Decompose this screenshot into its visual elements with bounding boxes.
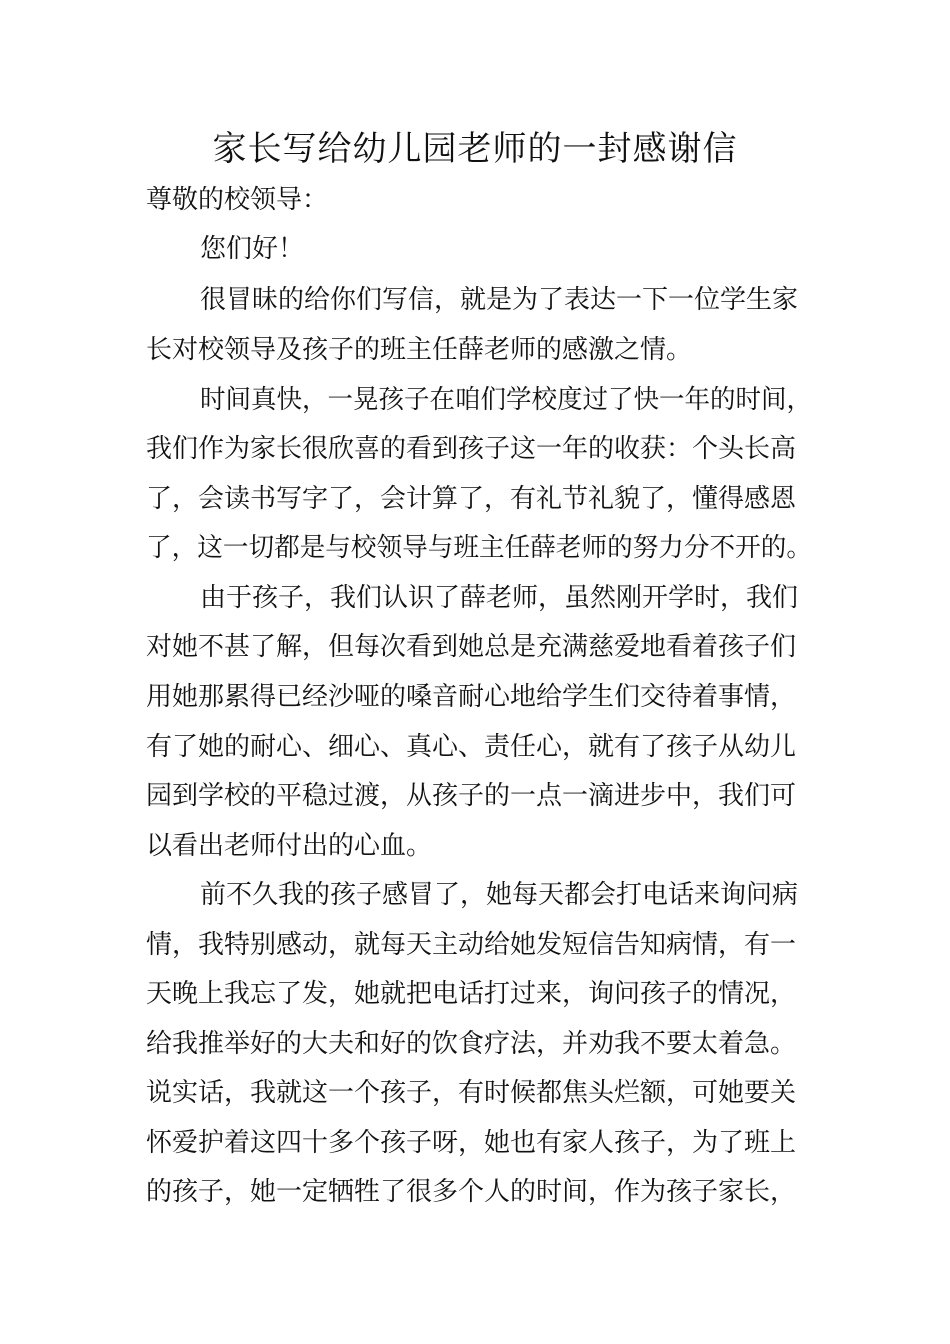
paragraph-line: 有了她的耐心、细心、真心、责任心，就有了孩子从幼儿 bbox=[146, 732, 797, 762]
paragraph-line: 用她那累得已经沙哑的嗓音耐心地给学生们交待着事情， bbox=[146, 682, 797, 712]
paragraph-line: 给我推举好的大夫和好的饮食疗法，并劝我不要太着急。 bbox=[146, 1029, 797, 1059]
paragraph-line: 长对校领导及孩子的班主任薛老师的感激之情。 bbox=[146, 335, 693, 365]
paragraph-line: 说实话，我就这一个孩子，有时候都焦头烂额，可她要关 bbox=[146, 1078, 797, 1108]
paragraph-line: 情，我特别感动，就每天主动给她发短信告知病情，有一 bbox=[146, 930, 797, 960]
document-title: 家长写给幼儿园老师的一封感谢信 bbox=[212, 129, 738, 169]
paragraph-line: 天晚上我忘了发，她就把电话打过来，询问孩子的情况， bbox=[146, 979, 797, 1009]
paragraph-line: 很冒昧的给你们写信，就是为了表达一下一位学生家 bbox=[200, 285, 799, 315]
paragraph-line: 了，会读书写字了，会计算了，有礼节礼貌了，懂得感恩 bbox=[146, 484, 797, 514]
paragraph-line: 对她不甚了解，但每次看到她总是充满慈爱地看着孩子们 bbox=[146, 632, 797, 662]
paragraph-line: 怀爱护着这四十多个孩子呀，她也有家人孩子，为了班上 bbox=[146, 1128, 797, 1158]
greeting: 您们好！ bbox=[200, 234, 305, 264]
paragraph-line: 由于孩子，我们认识了薛老师，虽然刚开学时，我们 bbox=[200, 583, 799, 613]
paragraph-line: 前不久我的孩子感冒了，她每天都会打电话来询问病 bbox=[200, 880, 799, 910]
paragraph-line: 时间真快，一晃孩子在咱们学校度过了快一年的时间， bbox=[200, 385, 813, 415]
paragraph-line: 园到学校的平稳过渡，从孩子的一点一滴进步中，我们可 bbox=[146, 781, 797, 811]
paragraph-line: 以看出老师付出的心血。 bbox=[146, 831, 433, 861]
paragraph-line: 的孩子，她一定牺牲了很多个人的时间，作为孩子家长， bbox=[146, 1177, 797, 1207]
paragraph-line: 了，这一切都是与校领导与班主任薛老师的努力分不开的。 bbox=[146, 533, 813, 563]
paragraph-line: 我们作为家长很欣喜的看到孩子这一年的收获：个头长高 bbox=[146, 434, 797, 464]
salutation: 尊敬的校领导： bbox=[146, 185, 329, 215]
